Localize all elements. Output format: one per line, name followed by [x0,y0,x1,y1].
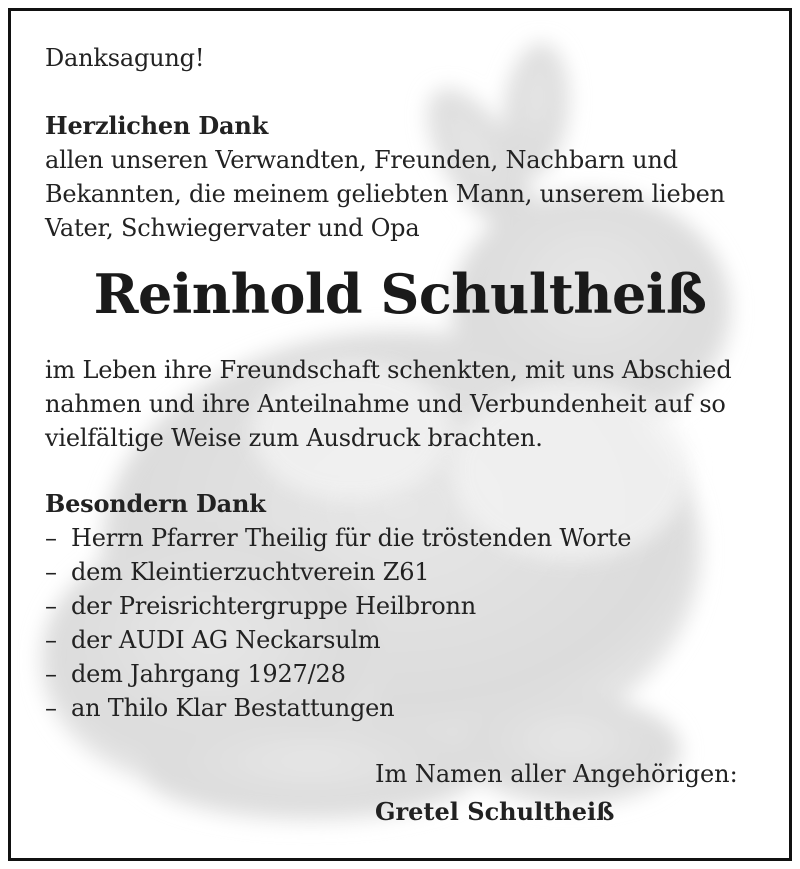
list-item [45,691,394,725]
list-item-text: der Preisrichtergruppe Heilbronn [71,592,476,620]
thanks-line: Bekannten, die meinem geliebten Mann, unserem lieben [45,180,725,208]
list-item-text: der AUDI AG Neckarsulm [71,626,381,654]
list-marker: – [45,524,57,552]
list-item-text: an Thilo Klar Bestattungen [71,694,395,722]
list-item [45,555,429,589]
signature: Gretel Schultheiß [375,797,615,826]
obituary-notice [8,8,792,861]
thanks-line: allen unseren Verwandten, Freunden, Nachbarn und [45,146,678,174]
list-marker: – [45,626,57,654]
body-line: nahmen und ihre Anteilnahme und Verbundenheit auf so [45,390,726,418]
list-item [45,657,346,691]
list-marker: – [45,694,57,722]
list-item-text: dem Jahrgang 1927/28 [71,660,346,688]
thanks-line: Vater, Schwiegervater und Opa [45,214,420,242]
thanks-heading: Herzlichen Dank [45,111,269,140]
opening-line: Danksagung! [45,44,205,72]
notice-text [11,11,789,858]
list-item [45,521,631,555]
list-marker: – [45,660,57,688]
list-item-text: dem Kleintierzuchtverein Z61 [71,558,430,586]
list-item [45,589,476,623]
special-heading: Besondern Dank [45,489,266,518]
list-item-text: Herrn Pfarrer Theilig für die tröstenden Worte [71,524,632,552]
body-line: vielfältige Weise zum Ausdruck brachten. [45,424,543,452]
list-marker: – [45,558,57,586]
list-marker: – [45,592,57,620]
list-item [45,623,381,657]
body-line: im Leben ihre Freundschaft schenkten, mit uns Abschied [45,356,732,384]
deceased-name: Reinhold Schultheiß [93,262,707,326]
closing-line: Im Namen aller Angehörigen: [375,760,738,788]
